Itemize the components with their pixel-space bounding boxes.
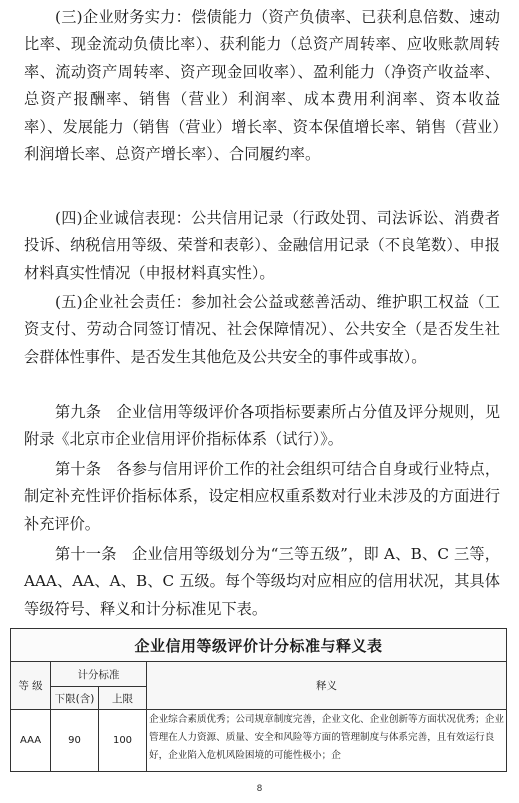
paragraph-article-11: 第十一条 企业信用等级划分为“三等五级”，即 A、B、C 三等，AAA、AA、A、B、C 五级。每个等级均对应相应的信用状况，其具体等级符号、释义和计分标准见下表。 <box>24 545 500 618</box>
lower-bound-cell: 90 <box>51 710 99 772</box>
header-lower-bound: 下限(含) <box>51 687 99 710</box>
grade-cell: AAA <box>11 710 51 772</box>
paragraph-social-responsibility: (五)企业社会责任：参加社会公益或慈善活动、维护职工权益（工资支付、劳动合同签订情况、社会保障情况）、公共安全（是否发生社会群体性事件、是否发生其他危及公共安全的事件或事故）。 <box>24 293 500 366</box>
meaning-cell: 企业综合素质优秀；公司规章制度完善，企业文化、企业创新等方面状况优秀；企业管理在人力资源、质量、安全和风险等方面的管理制度与体系完善，且有效运行良好，企业陷入危机风险困境的可能性极小；企 <box>147 710 507 772</box>
header-upper-bound: 上限 <box>99 687 147 710</box>
page-number: 8 <box>256 784 263 794</box>
header-meaning: 释义 <box>147 662 507 710</box>
paragraph-article-9: 第九条 企业信用等级评价各项指标要素所占分值及评分规则，见附录《北京市企业信用评价指标体系（试行）》。 <box>24 403 500 449</box>
header-grade: 等 级 <box>11 662 51 710</box>
paragraph-financial-strength: (三)企业财务实力：偿债能力（资产负债率、已获利息倍数、速动比率、现金流动负债比率）、获利能力（总资产周转率、应收账款周转率、流动资产周转率、资产现金回收率）、盈利能力（净资产收益率、总资产报酬率、销售（营业）利润率、成本费用利润率、资本收益率）、发展能力（销售（营业）增长率、资本保值增长率、销售（营业）利润增长率、总资产增长率）、合同履约率。 <box>24 8 500 164</box>
paragraph-article-10: 第十条 各参与信用评价工作的社会组织可结合自身或行业特点，制定补充性评价指标体系，设定相应权重系数对行业未涉及的方面进行补充评价。 <box>24 460 500 533</box>
paragraph-integrity-performance: (四)企业诚信表现：公共信用记录（行政处罚、司法诉讼、消费者投诉、纳税信用等级、荣誉和表彰）、金融信用记录（不良笔数）、申报材料真实性情况（申报材料真实性）。 <box>24 209 500 282</box>
table-title: 企业信用等级评价计分标准与释义表 <box>11 629 507 662</box>
credit-grade-table <box>10 628 507 772</box>
upper-bound-cell: 100 <box>99 710 147 772</box>
header-score-standard: 计分标准 <box>51 662 147 687</box>
table-row <box>11 710 507 772</box>
